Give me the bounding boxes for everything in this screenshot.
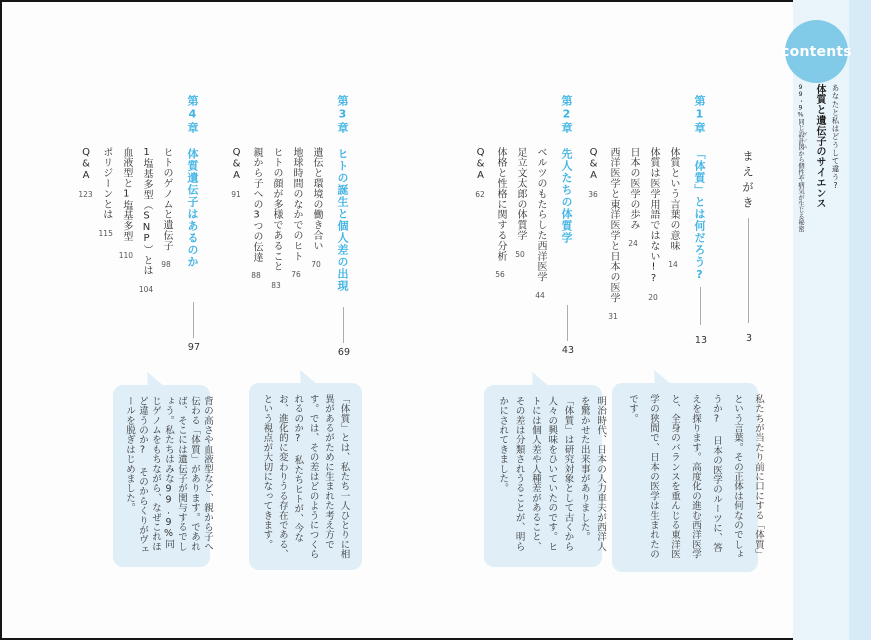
bubble-text: 「体質」とは、私たち一人ひとりに相異があるがために生まれた考え方です。では、その差はどのようにつくられるのか? 私たちヒトが、今なお、進化的に変わりうる存在である、という視点が大切になってきます。 <box>261 394 350 559</box>
toc-item: 体格と性格に関する分析56 <box>493 147 508 360</box>
chapter-4-block <box>73 95 201 360</box>
chapter-4-page: 97 <box>187 342 200 353</box>
contents-badge <box>781 20 852 83</box>
chapter-title: 体質遺伝子はあるのか <box>186 147 199 268</box>
book-subtitle <box>796 84 808 242</box>
toc-item: 日本の医学の歩み24 <box>626 147 641 360</box>
item-page-number: 76 <box>291 270 301 280</box>
contents-label: contents <box>781 43 852 60</box>
subtitle-ruby-text: ゲノム <box>803 130 809 150</box>
book-tagline: あなたと私はどうして違う? <box>831 84 840 191</box>
item-page-number: 36 <box>588 190 598 200</box>
chapter-3-items <box>229 147 324 360</box>
toc-item: Q&A62 <box>473 147 488 360</box>
chapter-1-items <box>586 147 681 360</box>
front-matter-label: まえがき <box>741 150 755 212</box>
item-page-number: 24 <box>628 239 638 249</box>
front-matter-page: 3 <box>745 333 752 344</box>
item-page-number: 44 <box>535 291 545 301</box>
chapter-4-items <box>78 147 174 360</box>
toc-item: ヒトのゲノムと遺伝子98 <box>159 147 174 360</box>
chapter-number: 第4章 <box>186 95 199 135</box>
toc-item: 血液型と1塩基多型110 <box>119 147 134 360</box>
book-title: 体質と遺伝子のサイエンス <box>814 84 825 209</box>
toc-item: ポリジーンとは115 <box>99 147 114 360</box>
chapter-number: 第3章 <box>336 95 349 135</box>
item-page-number: 50 <box>515 249 525 259</box>
toc-item: ベルツのもたらした西洋医学44 <box>533 147 548 360</box>
chapter-2-page: 43 <box>561 345 574 356</box>
item-page-number: 20 <box>648 293 658 303</box>
toc-item: Q&A123 <box>78 147 93 360</box>
leader-line <box>343 307 344 343</box>
toc-item: 遺伝と環境の働き合い70 <box>309 147 324 360</box>
subtitle-ruby-base: 設計図 <box>797 130 804 150</box>
item-page-number: 104 <box>138 284 154 294</box>
chapter-title: ヒトの誕生と個人差の出現 <box>336 147 349 292</box>
toc-item: Q&A36 <box>586 147 601 360</box>
toc-item: 西洋医学と東洋医学と日本の医学31 <box>606 147 621 360</box>
toc-item: Q&A91 <box>229 147 244 360</box>
chapter-1-summary-bubble <box>612 383 764 572</box>
chapter-2-block <box>468 95 575 360</box>
leader-line <box>567 305 568 341</box>
subtitle-suffix: から個性や病気が生じる秘密 <box>797 149 804 232</box>
item-page-number: 98 <box>161 260 171 269</box>
bubble-text: 明治時代、日本の人力車夫が西洋人を驚かせた出来事がありました。「体質」は研究対象として古くから人々の興味をひいていたのです。ヒトには個人差や人種差があること、その差は分類されうることが、明らかにされてきました。 <box>497 396 607 552</box>
right-edge-strip <box>849 0 871 640</box>
item-page-number: 91 <box>231 190 241 200</box>
chapter-1-block <box>581 95 708 360</box>
chapter-3-page: 69 <box>337 347 350 358</box>
chapter-3-block <box>224 95 351 360</box>
bubble-text: 背の高さや血液型など、親から子へ伝わる「体質」があります。であれば、そこには遺伝子が関与するでしょう。私たちはみな99.9%同じゲノムをもちながら、なぜこれほど違うのか? そのからくりがヴェールを脱ぎはじめました。 <box>124 396 213 555</box>
item-page-number: 62 <box>475 190 485 200</box>
item-page-number: 56 <box>495 270 505 280</box>
book-heading <box>796 84 841 242</box>
chapter-number: 第1章 <box>693 95 706 135</box>
item-page-number: 88 <box>251 271 261 281</box>
leader-line <box>193 302 194 338</box>
toc-item: ヒトの顔が多様であること83 <box>269 147 284 360</box>
toc-item: 1塩基多型（SNP）とは104 <box>139 147 154 360</box>
chapter-2-items <box>473 147 548 360</box>
item-page-number: 14 <box>668 260 678 269</box>
item-page-number: 110 <box>118 250 134 260</box>
toc-item: 親から子への3つの伝達88 <box>249 147 264 360</box>
item-page-number: 83 <box>271 280 281 290</box>
toc-item: 体質は医学用語ではない!?20 <box>646 147 661 360</box>
item-page-number: 70 <box>311 260 321 269</box>
chapter-title: 「体質」とは何だろう? <box>693 147 706 282</box>
chapter-2-summary-bubble <box>484 385 607 567</box>
chapter-title: 先人たちの体質学 <box>560 147 573 244</box>
toc-item: 体質という言葉の意味14 <box>666 147 681 360</box>
leader-line <box>700 287 701 325</box>
toc-item: 足立文太郎の体質学50 <box>513 147 528 360</box>
leader-line <box>748 218 749 323</box>
chapter-number: 第2章 <box>560 95 573 135</box>
chapter-3-summary-bubble <box>249 383 362 570</box>
item-page-number: 31 <box>608 312 618 321</box>
subtitle-ruby <box>797 130 809 150</box>
front-matter <box>740 150 756 360</box>
item-page-number: 123 <box>78 190 93 200</box>
chapter-1-page: 13 <box>694 335 707 346</box>
subtitle-prefix: 99・9%同じ <box>797 84 804 131</box>
toc-item: 地球時間のなかでのヒト76 <box>289 147 304 360</box>
item-page-number: 115 <box>98 228 113 238</box>
chapter-4-summary-bubble <box>113 385 213 567</box>
bubble-text: 私たちが当たり前に口にする「体質」という言葉。その正体は何なのでしょうか? 日本の医学のルーツに、答えを探ります。高度化の進む西洋医学と、全身のバランスを重んじる東洋医学の狭間で、日本の医学は生まれたのです。 <box>627 394 764 559</box>
